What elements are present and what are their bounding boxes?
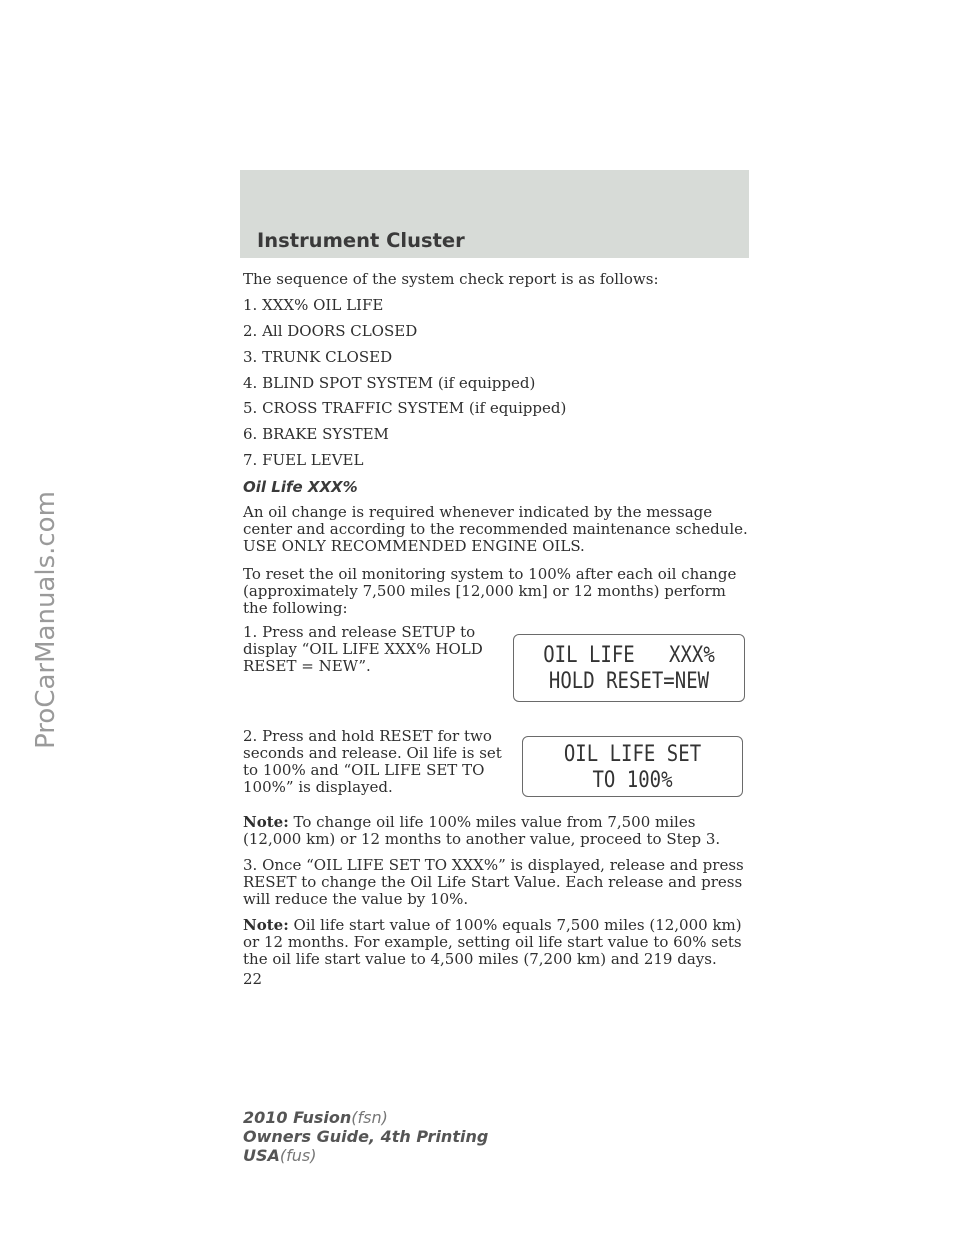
footer-guide: Owners Guide, 4th Printing — [243, 1127, 489, 1146]
note-text: Oil life start value of 100% equals 7,500 miles (12,000 km) or 12 months. For example, setting oil life start value to 60% sets the oil life start value to 4,500 miles (7,200 km) and 219 days. — [243, 916, 742, 968]
section-title: Instrument Cluster — [257, 229, 465, 252]
footer — [243, 1108, 488, 1165]
step-1-text: 1. Press and release SETUP to display “OIL LIFE XXX% HOLD RESET = NEW”. — [243, 623, 483, 675]
reset-intro-paragraph: To reset the oil monitoring system to 100% after each oil change (approximately 7,500 miles [12,000 km] or 12 months) perform the following: — [243, 565, 737, 617]
check-item-1: 1. XXX% OIL LIFE — [243, 296, 384, 314]
check-item-5: 5. CROSS TRAFFIC SYSTEM (if equipped) — [243, 399, 567, 417]
page-number: 22 — [243, 970, 263, 988]
check-item-7: 7. FUEL LEVEL — [243, 451, 364, 469]
check-item-3: 3. TRUNK CLOSED — [243, 348, 393, 366]
footer-model: 2010 Fusion — [243, 1108, 352, 1127]
step-2-text: 2. Press and hold RESET for two seconds and release. Oil life is set to 100% and “OIL LIFE SET TO 100%” is displayed. — [243, 727, 502, 796]
message-center-display-oil-life — [513, 634, 745, 702]
footer-region: USA — [243, 1146, 280, 1165]
footer-model-code: (fsn) — [351, 1108, 388, 1127]
note-text: To change oil life 100% miles value from 7,500 miles (12,000 km) or 12 months to another value, proceed to Step 3. — [243, 813, 721, 848]
oil-change-paragraph: An oil change is required whenever indicated by the message center and according to the recommended maintenance schedule. USE ONLY RECOMMENDED ENGINE OILS. — [243, 503, 748, 555]
check-item-4: 4. BLIND SPOT SYSTEM (if equipped) — [243, 374, 536, 392]
footer-region-code: (fus) — [279, 1146, 317, 1165]
subheading-oil-life: Oil Life XXX% — [243, 478, 358, 496]
section-header — [240, 170, 749, 258]
note-label: Note: — [243, 813, 289, 831]
note-2 — [243, 917, 753, 968]
note-label: Note: — [243, 916, 289, 934]
display-line-1: OIL LIFE SET — [563, 740, 702, 767]
intro-text: The sequence of the system check report is as follows: — [243, 270, 659, 288]
note-1 — [243, 814, 753, 848]
display-line-1: OIL LIFE XXX% — [543, 642, 715, 668]
display-line-2: TO 100% — [592, 766, 673, 793]
check-item-2: 2. All DOORS CLOSED — [243, 322, 418, 340]
message-center-display-oil-life-set — [522, 736, 743, 797]
watermark-text: ProCarManuals.com — [31, 491, 61, 749]
check-item-6: 6. BRAKE SYSTEM — [243, 425, 389, 443]
step-3-text: 3. Once “OIL LIFE SET TO XXX%” is displayed, release and press RESET to change the Oil Life Start Value. Each release and press will reduce the value by 10%. — [243, 856, 744, 908]
display-line-2: HOLD RESET=NEW — [548, 668, 710, 694]
